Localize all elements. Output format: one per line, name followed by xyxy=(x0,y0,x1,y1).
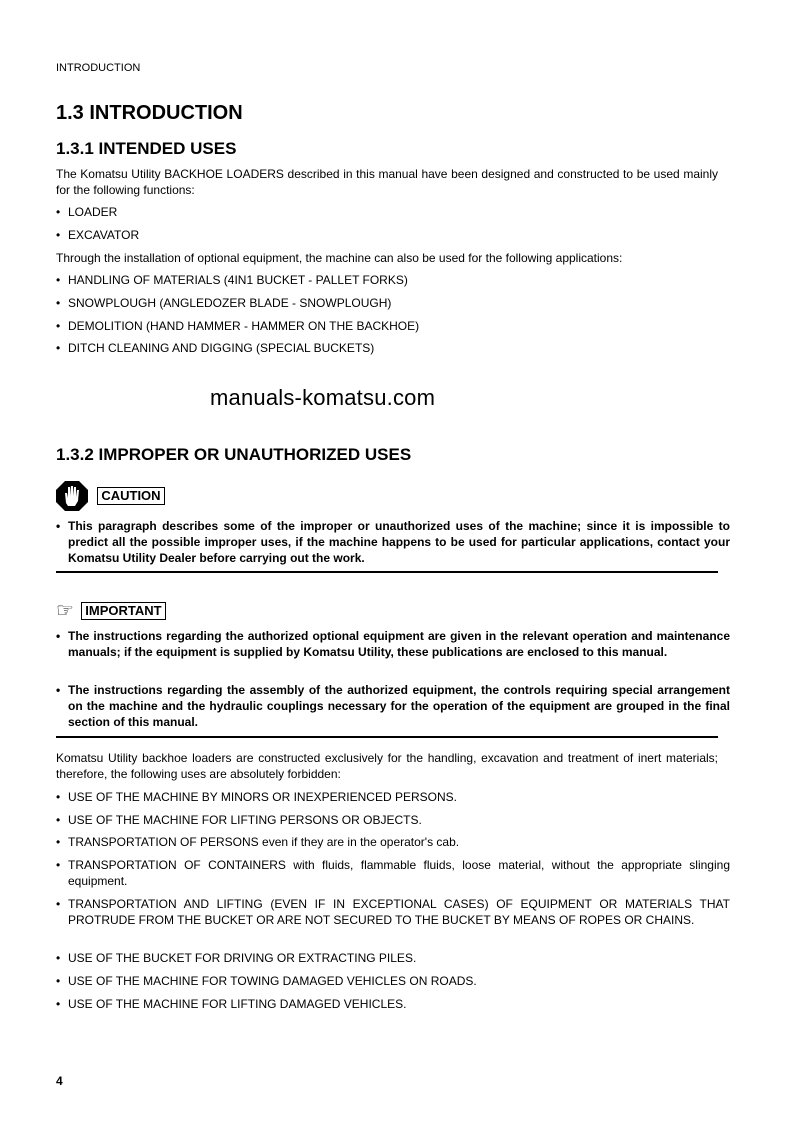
intended-uses-intro: The Komatsu Utility BACKHOE LOADERS described in this manual have been designed and constructed to be used mainly for the following functions: xyxy=(56,167,718,197)
important-item: • The instructions regarding the authorized optional equipment are given in the relevant operation and maintenance manuals; if the equipment is supplied by Komatsu Utility, these publications are enclosed to this manual. xyxy=(56,629,730,659)
forbidden-item: • USE OF THE MACHINE FOR LIFTING PERSONS OR OBJECTS. xyxy=(56,813,422,827)
running-header: INTRODUCTION xyxy=(56,62,141,74)
divider xyxy=(56,736,718,738)
forbidden-intro: Komatsu Utility backhoe loaders are constructed exclusively for the handling, excavation and treatment of inert materials; therefore, the following uses are absolutely forbidden: xyxy=(56,751,718,781)
forbidden-item: • TRANSPORTATION AND LIFTING (EVEN IF IN EXCEPTIONAL CASES) OF EQUIPMENT OR MATERIALS THAT PROTRUDE FROM THE BUCKET OR ARE NOT SECURED TO THE BUCKET BY MEANS OF ROPES OR CHAINS. xyxy=(56,897,730,927)
caution-notice xyxy=(56,481,718,511)
forbidden-item: • USE OF THE MACHINE FOR LIFTING DAMAGED VEHICLES. xyxy=(56,997,407,1011)
hand-stop-icon xyxy=(56,481,88,511)
subsection-title-improper-uses: 1.3.2 IMPROPER OR UNAUTHORIZED USES xyxy=(56,445,412,464)
caution-text: • This paragraph describes some of the improper or unauthorized uses of the machine; since it is impossible to predict all the possible improper uses, if the machine happens to be used for particular applications, contact your Komatsu Utility Dealer before carrying out the work. xyxy=(56,519,730,565)
forbidden-item: • TRANSPORTATION OF CONTAINERS with fluids, flammable fluids, loose material, without the appropriate slinging equipment. xyxy=(56,858,730,888)
forbidden-item: • USE OF THE BUCKET FOR DRIVING OR EXTRACTING PILES. xyxy=(56,951,417,965)
important-notice xyxy=(56,601,718,621)
pointing-hand-icon: ☞ xyxy=(56,600,74,622)
application-item: • DEMOLITION (HAND HAMMER - HAMMER ON THE BACKHOE) xyxy=(56,319,420,333)
application-item: • DITCH CLEANING AND DIGGING (SPECIAL BUCKETS) xyxy=(56,341,375,355)
optional-intro: Through the installation of optional equipment, the machine can also be used for the following applications: xyxy=(56,251,623,265)
application-item: • SNOWPLOUGH (ANGLEDOZER BLADE - SNOWPLOUGH) xyxy=(56,296,392,310)
important-item: • The instructions regarding the assembly of the authorized equipment, the controls requiring special arrangement on the machine and the hydraulic couplings necessary for the operation of the equipment are grouped in the final section of this manual. xyxy=(56,683,730,729)
watermark: manuals-komatsu.com xyxy=(210,385,436,410)
forbidden-item: • USE OF THE MACHINE FOR TOWING DAMAGED VEHICLES ON ROADS. xyxy=(56,974,477,988)
application-item: • HANDLING OF MATERIALS (4IN1 BUCKET - PALLET FORKS) xyxy=(56,273,408,287)
subsection-title-intended-uses: 1.3.1 INTENDED USES xyxy=(56,139,237,158)
section-title: 1.3 INTRODUCTION xyxy=(56,102,243,124)
function-item: • LOADER xyxy=(56,205,118,219)
divider xyxy=(56,571,718,573)
forbidden-item: • USE OF THE MACHINE BY MINORS OR INEXPERIENCED PERSONS. xyxy=(56,790,457,804)
important-label: IMPORTANT xyxy=(81,602,165,620)
function-item: • EXCAVATOR xyxy=(56,228,140,242)
caution-label: CAUTION xyxy=(97,487,164,505)
page-number: 4 xyxy=(56,1074,63,1088)
forbidden-item: • TRANSPORTATION OF PERSONS even if they are in the operator's cab. xyxy=(56,835,460,849)
